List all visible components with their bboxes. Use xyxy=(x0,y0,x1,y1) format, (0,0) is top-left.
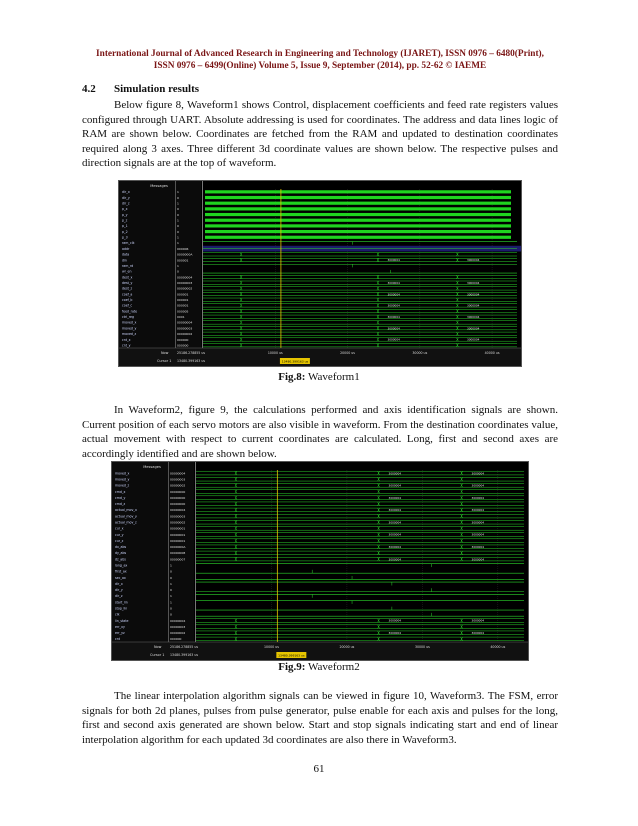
signal-value: 00000004 xyxy=(170,508,186,513)
signal-name: dir_x xyxy=(122,190,130,195)
cursor-marker-value: 13480.399163 us xyxy=(281,359,309,364)
signal-value: 00000007 xyxy=(170,557,186,562)
time-tick-label: 20000 us xyxy=(340,351,355,355)
signal-name: ram_clk xyxy=(122,241,135,246)
time-tick-label: 20000 us xyxy=(339,645,355,649)
signal-name: dest_y xyxy=(122,280,133,285)
header-line-2: ISSN 0976 – 6499(Online) Volume 5, Issue 9, September (2014), pp. 52-62 © IAEME xyxy=(153,61,487,71)
signal-name: cur_y xyxy=(115,532,124,537)
bus-label: 3000004 xyxy=(387,337,400,342)
signal-name: start_lin xyxy=(115,600,128,605)
signal-name: dest_z xyxy=(122,286,133,291)
signal-name: din xyxy=(122,258,127,263)
bus-label: 3000004 xyxy=(388,630,402,635)
signal-value: 000000 xyxy=(177,343,189,348)
paragraph-1-text: Below figure 8, Waveform1 shows Control, displacement coefficients and feed rate registers values configured through UART. Absolute addressing is used for coordinates. The address and data lines logic of RAM are shown below. Coordinates are fetched from the RAM and updated to destination coordinates required along 3 axes. Three different 3d coordinate values are shown below. The respective pulses and direction signals are at the top of waveform. xyxy=(82,99,558,170)
messages-header: Messages xyxy=(150,184,168,188)
signal-name: p_x xyxy=(122,207,128,212)
signal-value: 0 xyxy=(177,229,179,234)
signal-value: 0 xyxy=(170,612,172,617)
signal-name: cmd_z xyxy=(115,502,126,507)
signal-value: 0000000A xyxy=(177,252,193,257)
signal-value: 00000004 xyxy=(170,618,186,623)
signal-value: 1 xyxy=(177,241,179,246)
page-number: 61 xyxy=(313,763,325,775)
bus-label: 3000004 xyxy=(471,618,485,623)
signal-name: dx_abs xyxy=(115,545,127,550)
signal-value: 000001 xyxy=(177,298,189,303)
signal-name: coef_c xyxy=(122,303,133,308)
bus-label: 3000004 xyxy=(388,618,402,623)
signal-value: 00000004 xyxy=(177,320,193,325)
signal-name: stop_lin xyxy=(115,606,128,611)
panel-divider xyxy=(195,462,196,660)
signal-value: 00000008 xyxy=(170,551,186,556)
now-value: 25186.278855 us xyxy=(177,351,206,355)
bus-label: 3000004 xyxy=(387,326,400,331)
signal-value: 00000003 xyxy=(170,624,186,629)
signal-value: 00000004 xyxy=(177,275,193,280)
signal-name: long_ax xyxy=(115,563,128,568)
signal-name: wr_en xyxy=(122,269,132,274)
figure-9-caption xyxy=(0,661,638,673)
signal-name: p_z xyxy=(122,218,128,223)
messages-header: Messages xyxy=(143,465,161,469)
signal-value: 00000002 xyxy=(170,631,186,636)
figure-8-label: Fig.8: xyxy=(278,371,306,383)
signal-value: 0 xyxy=(177,269,179,274)
waveform1-screenshot xyxy=(118,180,522,367)
signal-name: dest_x xyxy=(122,275,133,280)
figure-8-caption xyxy=(0,371,638,383)
signal-name: cnt_y xyxy=(122,343,131,348)
signal-value: 00000000 xyxy=(170,495,186,500)
signal-value: 0 xyxy=(177,195,179,200)
panel-divider xyxy=(202,181,203,366)
now-label: Now xyxy=(154,645,162,649)
signal-name: addr xyxy=(122,246,130,251)
signal-name: lin_state xyxy=(115,618,129,623)
signal-name: dir_y xyxy=(115,588,123,593)
now-label: Now xyxy=(161,351,169,355)
signal-value: 0 xyxy=(170,575,172,580)
signal-value: 0 xyxy=(170,569,172,574)
signal-value: 000000 xyxy=(177,337,189,342)
signal-value: 0 xyxy=(170,606,172,611)
bus-label: 3000004 xyxy=(388,508,402,513)
signal-name: actual_mov_z xyxy=(115,520,137,525)
signal-name: moved_x xyxy=(122,320,137,325)
section-number: 4.2 xyxy=(82,83,96,95)
signal-value: 1 xyxy=(177,201,179,206)
signal-value: 00000002 xyxy=(170,520,186,525)
digital-trace xyxy=(205,219,511,222)
bus-label: 3000004 xyxy=(387,303,400,308)
digital-trace xyxy=(205,202,511,205)
signal-value: 00000003 xyxy=(177,326,193,331)
signal-value: 1 xyxy=(170,600,172,605)
signal-value: 1 xyxy=(177,263,179,268)
signal-name: feed_rate xyxy=(122,309,138,314)
figure-9-name: Waveform2 xyxy=(308,661,360,673)
signal-name: first_ax xyxy=(115,569,127,574)
bus-label: 3000004 xyxy=(466,326,480,331)
bus-label: 3000004 xyxy=(471,630,485,635)
waveform1-image xyxy=(119,181,521,366)
time-tick-label: 30000 us xyxy=(414,645,430,649)
signal-name: dir_z xyxy=(115,594,123,599)
bus-label: 3000004 xyxy=(471,544,485,549)
digital-trace xyxy=(205,230,511,233)
digital-trace xyxy=(205,236,511,239)
bus-label: 3000004 xyxy=(471,471,485,476)
time-tick-label: 40000 us xyxy=(490,645,506,649)
signal-value: 00000002 xyxy=(177,332,193,337)
bus-label: 3000004 xyxy=(466,303,480,308)
signal-name: actual_mov_y xyxy=(115,514,137,519)
bus-label: 3000004 xyxy=(471,495,485,500)
bus-label: 3000004 xyxy=(466,280,480,285)
digital-trace xyxy=(205,190,511,193)
signal-value: 00000004 xyxy=(170,471,186,476)
signal-value: 00000003 xyxy=(170,514,186,519)
signal-name: coef_b xyxy=(122,298,133,303)
signal-value: 000006 xyxy=(177,246,189,251)
bus-label: 3000004 xyxy=(387,280,400,285)
signal-name: cmd_x xyxy=(115,489,126,494)
signal-name: clk xyxy=(115,612,120,617)
signal-value: 1 xyxy=(170,581,172,586)
signal-value: 0000000A xyxy=(170,545,186,550)
panel-divider xyxy=(168,462,169,660)
now-value: 25186.278855 us xyxy=(170,645,199,649)
signal-name: p_2 xyxy=(122,229,128,234)
bus-label: 3000004 xyxy=(388,495,402,500)
cursor-value: 13480.399163 us xyxy=(177,359,206,363)
signal-value: 0 xyxy=(177,207,179,212)
signal-name: dy_abs xyxy=(115,551,127,556)
signal-name: cnt_x xyxy=(122,337,131,342)
signal-name: moved_z xyxy=(122,332,137,337)
time-tick-label: 10000 us xyxy=(264,645,279,649)
time-tick-label: 30000 us xyxy=(412,351,428,355)
signal-name: cnt xyxy=(115,637,121,642)
digital-trace xyxy=(205,224,511,227)
signal-value: 000005 xyxy=(177,309,189,314)
signal-name: dir_x xyxy=(115,581,123,586)
signal-value: 0001 xyxy=(177,315,185,320)
signal-value: 000001 xyxy=(177,258,189,263)
signal-value: 00000002 xyxy=(177,286,193,291)
signal-value: 000000 xyxy=(170,637,182,642)
paragraph-1 xyxy=(82,98,558,171)
bus-label: 3000004 xyxy=(388,520,402,525)
bus-label: 3000004 xyxy=(388,557,402,562)
digital-trace xyxy=(205,213,511,216)
signal-value: 00000002 xyxy=(170,483,186,488)
bus-label: 3000004 xyxy=(388,532,402,537)
time-tick-label: 40000 us xyxy=(484,351,500,355)
paragraph-2-text: In Waveform2, figure 9, the calculations performed and axis identification signals are shown. Current position of each servo motors are also visible in waveform. From the destination coordinates value, actual movement with respect to current coordinates are calculated. Long, first and second axes are accordingly identified and are shown below. xyxy=(82,404,558,460)
bus-label: 3000004 xyxy=(466,258,480,263)
bus-label: 3000004 xyxy=(466,337,480,342)
signal-value: 0 xyxy=(177,212,179,217)
signal-value: 00000000 xyxy=(170,502,186,507)
figure-8-name: Waveform1 xyxy=(308,371,360,383)
signal-value: 1 xyxy=(177,190,179,195)
signal-name: p_3 xyxy=(122,235,128,240)
journal-header xyxy=(82,48,558,72)
signal-name: coef_a xyxy=(122,292,133,297)
signal-value: 1 xyxy=(170,594,172,599)
signal-name: cur_x xyxy=(115,526,124,531)
paragraph-2 xyxy=(82,403,558,461)
bus-label: 3000004 xyxy=(387,292,400,297)
cursor-value: 13480.399163 us xyxy=(170,653,199,657)
digital-trace xyxy=(205,207,511,210)
bus-label: 3000004 xyxy=(471,557,485,562)
signal-name: cmd_y xyxy=(115,495,126,500)
bus-label: 3000004 xyxy=(387,258,400,263)
bus-label: 3000004 xyxy=(388,471,402,476)
signal-value: 000001 xyxy=(177,292,189,297)
signal-name: err_xy xyxy=(115,624,125,629)
signal-name: err_yz xyxy=(115,631,125,636)
signal-value: 1 xyxy=(170,563,172,568)
waveform2-screenshot xyxy=(111,461,529,661)
signal-value: 1 xyxy=(177,235,179,240)
bus-label: 3000004 xyxy=(387,314,400,319)
signal-name: moved_y xyxy=(122,326,137,331)
signal-value: 00000001 xyxy=(170,538,186,543)
signal-name: sec_ax xyxy=(115,575,126,580)
signal-name: ctrl_reg xyxy=(122,315,135,320)
cursor-label: Cursor 1 xyxy=(150,653,165,657)
section-heading xyxy=(82,83,199,95)
signal-name: moved_y xyxy=(115,477,130,482)
signal-value: 000001 xyxy=(177,303,189,308)
bus-label: 3000004 xyxy=(388,544,402,549)
signal-value: 00000003 xyxy=(177,280,193,285)
signal-name: dir_y xyxy=(122,195,130,200)
signal-value: 00000003 xyxy=(170,477,186,482)
cursor-marker-value: 13480.399163 us xyxy=(278,653,305,658)
signal-name: cur_z xyxy=(115,538,124,543)
signal-name: dir_z xyxy=(122,201,130,206)
signal-name: p_y xyxy=(122,212,128,217)
bus-label: 3000004 xyxy=(471,508,485,513)
header-line-1: International Journal of Advanced Research in Engineering and Technology (IJARET), ISSN 0976 – 6480(Print), xyxy=(96,49,544,59)
paragraph-3 xyxy=(82,689,558,747)
signal-name: actual_mov_x xyxy=(115,508,137,513)
bus-label: 3000004 xyxy=(471,520,485,525)
bus-label: 3000004 xyxy=(471,532,485,537)
digital-trace xyxy=(205,196,511,199)
figure-9-label: Fig.9: xyxy=(278,661,306,673)
signal-value: 0 xyxy=(170,588,172,593)
bus-label: 3000004 xyxy=(388,483,402,488)
cursor-label: Cursor 1 xyxy=(157,359,172,363)
bus-label: 3000004 xyxy=(471,483,485,488)
panel-divider xyxy=(175,181,176,366)
signal-value: 00000001 xyxy=(170,526,186,531)
bus-label: 3000004 xyxy=(466,314,480,319)
signal-name: moved_x xyxy=(115,471,130,476)
signal-value: 00000001 xyxy=(170,532,186,537)
signal-name: data xyxy=(122,252,130,257)
signal-value: 0 xyxy=(177,224,179,229)
signal-name: moved_z xyxy=(115,483,130,488)
signal-name: p_1 xyxy=(122,224,128,229)
paragraph-3-text: The linear interpolation algorithm signals can be viewed in figure 10, Waveform3. The FSM, error signals for both 2d planes, pulses from pulse generator, pulse enable for each axis and pulses for the long, first and second axis generated are shown below. Start and stop signals indicating start and end of linear interpolation algorithm for each updated 3d coordinates are also there in Waveform3. xyxy=(82,690,558,746)
signal-value: 1 xyxy=(177,218,179,223)
waveform2-image xyxy=(112,462,528,660)
bus-label: 3000004 xyxy=(466,292,480,297)
signal-value: 00000000 xyxy=(170,489,186,494)
signal-name: ram_rd xyxy=(122,263,134,268)
section-title: Simulation results xyxy=(114,83,200,95)
time-tick-label: 10000 us xyxy=(267,351,283,355)
signal-name: dz_abs xyxy=(115,557,126,562)
